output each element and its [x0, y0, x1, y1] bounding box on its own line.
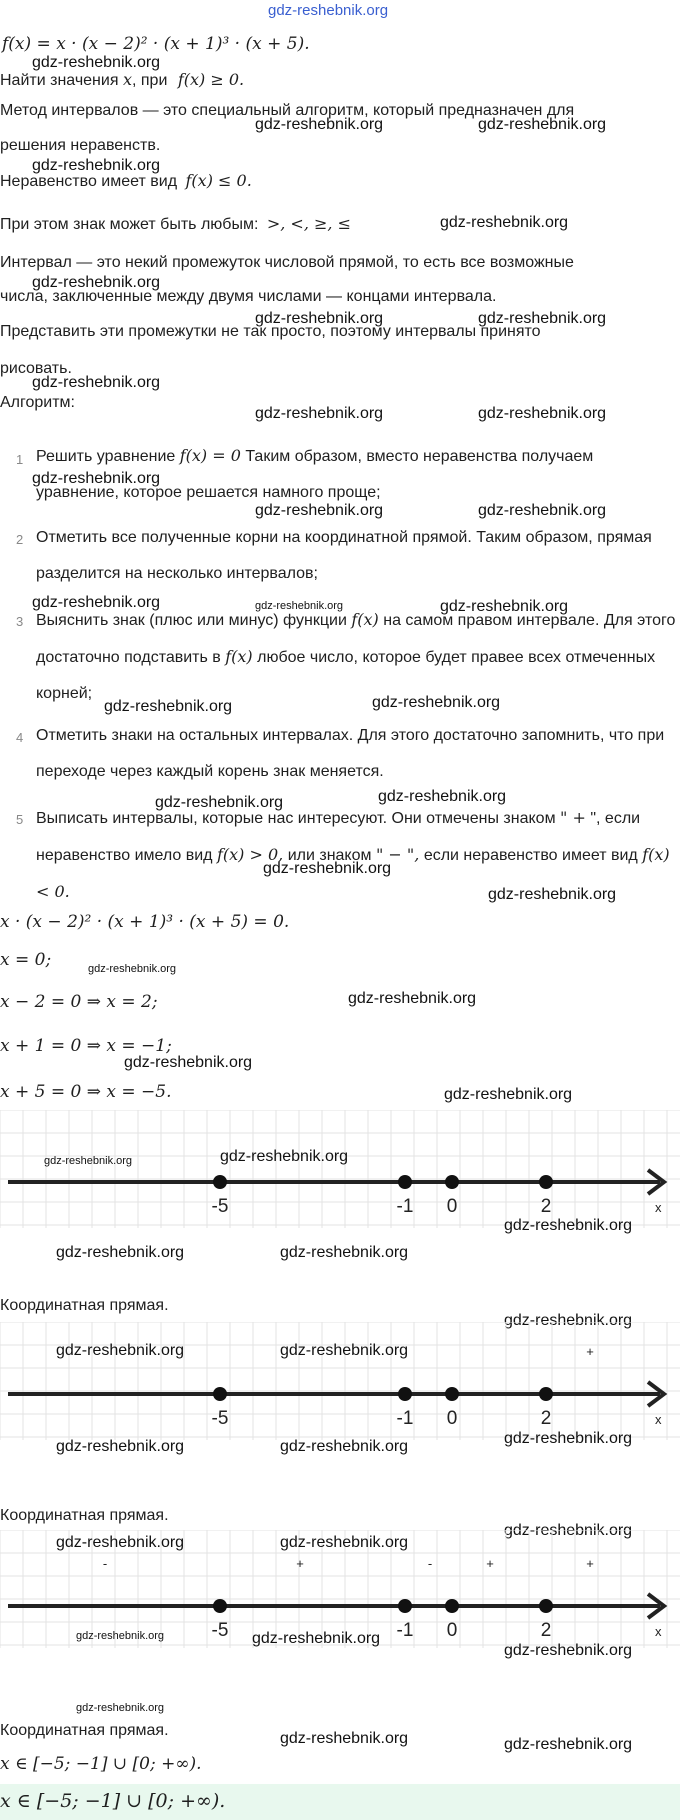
interval-sign: + — [486, 1556, 494, 1571]
root-line: x + 5 = 0 ⇒ x = −5. — [0, 1082, 172, 1102]
step-3-math-2: f(x) — [225, 647, 253, 666]
watermark: gdz-reshebnik.org — [280, 1730, 409, 1747]
watermark: gdz-reshebnik.org — [372, 694, 501, 711]
watermark: gdz-reshebnik.org — [155, 794, 284, 811]
watermark-top: gdz-reshebnik.org — [268, 2, 389, 19]
watermark: gdz-reshebnik.org — [32, 470, 161, 487]
watermark: gdz-reshebnik.org — [444, 1086, 573, 1103]
watermark: gdz-reshebnik.org — [280, 1534, 409, 1551]
root-point — [213, 1387, 227, 1401]
function-definition: f(x) = x · (x − 2)² · (x + 1)³ · (x + 5). — [2, 34, 310, 54]
watermark: gdz-reshebnik.org — [76, 1702, 165, 1714]
step-number: 1 — [16, 452, 24, 467]
root-point — [445, 1387, 459, 1401]
step-1-text: Решить уравнение — [36, 448, 176, 465]
watermark: gdz-reshebnik.org — [255, 600, 344, 612]
step-1-text-2: Таким образом, вместо неравенства получаем уравнение, которое решается намного проще; — [36, 448, 594, 501]
grid-lines — [0, 1110, 680, 1228]
number-line-2 — [0, 1322, 680, 1440]
axis-x-label: x — [655, 1624, 662, 1639]
tick-label: -1 — [396, 1620, 414, 1641]
algorithm-label: Алгоритм: — [0, 394, 75, 411]
tick-label: -1 — [396, 1196, 414, 1217]
root-line: x + 1 = 0 ⇒ x = −1; — [0, 1036, 172, 1056]
step-5-text: Выписать интервалы, которые нас интересуют. Они отмечены знаком — [36, 810, 556, 827]
watermark: gdz-reshebnik.org — [56, 1244, 185, 1261]
watermark: gdz-reshebnik.org — [440, 598, 569, 615]
method-line-2: решения неравенств. — [0, 137, 161, 154]
step-3-math: f(x) — [351, 610, 379, 629]
watermark: gdz-reshebnik.org — [478, 502, 607, 519]
watermark: gdz-reshebnik.org — [504, 1736, 633, 1753]
equation: x · (x − 2)² · (x + 1)³ · (x + 5) = 0. — [0, 912, 290, 932]
watermark: gdz-reshebnik.org — [255, 502, 384, 519]
watermark: gdz-reshebnik.org — [76, 1630, 165, 1642]
watermark: gdz-reshebnik.org — [504, 1522, 633, 1539]
watermark: gdz-reshebnik.org — [32, 54, 161, 71]
watermark: gdz-reshebnik.org — [504, 1642, 633, 1659]
root-point — [539, 1175, 553, 1189]
interval-line-2: числа, заключенные между двумя числами — концами интервала. — [0, 288, 497, 305]
root-point — [445, 1175, 459, 1189]
root-point — [398, 1599, 412, 1613]
step-number: 2 — [16, 532, 24, 547]
step-5-text-4: если неравенство имеет вид — [423, 847, 638, 864]
watermark: gdz-reshebnik.org — [478, 405, 607, 422]
answer-highlight — [0, 1784, 680, 1820]
inequality-form-line — [0, 171, 252, 191]
step-5-math-2: f(x) > 0, — [216, 845, 284, 864]
watermark: gdz-reshebnik.org — [255, 310, 384, 327]
watermark: gdz-reshebnik.org — [280, 1438, 409, 1455]
step-3-text-2: на самом правом интервале. Для этого достаточно подставить в — [36, 612, 676, 666]
grid-lines — [0, 1322, 680, 1440]
ineq-prefix: Неравенство имеет вид — [0, 173, 178, 190]
watermark: gdz-reshebnik.org — [504, 1430, 633, 1447]
interval-sign: + — [296, 1556, 304, 1571]
watermark: gdz-reshebnik.org — [504, 1312, 633, 1329]
answer-final: x ∈ [−5; −1] ∪ [0; +∞). — [0, 1790, 226, 1812]
task-inequality: f(x) ≥ 0. — [177, 70, 245, 89]
root-point — [398, 1175, 412, 1189]
step-5-math: " + — [560, 808, 586, 827]
root-point — [445, 1599, 459, 1613]
step-5-text-2: ", если неравенство имело вид — [36, 810, 641, 864]
tick-label: 2 — [540, 1620, 552, 1641]
root-line: x − 2 = 0 ⇒ x = 2; — [0, 992, 158, 1012]
root-line: x = 0; — [0, 950, 52, 970]
interval-sign: + — [586, 1556, 594, 1571]
step-5-math-4: f(x) < 0. — [36, 845, 670, 901]
tick-label: -5 — [211, 1196, 229, 1217]
root-point — [213, 1175, 227, 1189]
watermark: gdz-reshebnik.org — [263, 860, 392, 877]
tick-label: 2 — [540, 1408, 552, 1429]
interval-sign: + — [586, 1344, 594, 1359]
interval-sign: - — [427, 1556, 433, 1571]
watermark: gdz-reshebnik.org — [280, 1342, 409, 1359]
root-point — [539, 1599, 553, 1613]
step-2-text: Отметить все полученные корни на координатной прямой. Таким образом, прямая разделится на несколько интервалов; — [36, 529, 652, 582]
watermark: gdz-reshebnik.org — [252, 1630, 381, 1647]
watermark: gdz-reshebnik.org — [478, 116, 607, 133]
watermark: gdz-reshebnik.org — [104, 698, 233, 715]
step-number: 5 — [16, 812, 24, 827]
watermark: gdz-reshebnik.org — [32, 594, 161, 611]
watermark: gdz-reshebnik.org — [124, 1054, 253, 1071]
watermark: gdz-reshebnik.org — [478, 310, 607, 327]
tick-label: 0 — [446, 1196, 458, 1217]
step-2 — [36, 520, 676, 592]
watermark: gdz-reshebnik.org — [255, 405, 384, 422]
axis-x-label: x — [655, 1412, 662, 1427]
number-line-1 — [0, 1110, 680, 1228]
step-3-text-3: любое число, которое будет правее всех отмеченных корней; — [36, 649, 656, 702]
sign-prefix: При этом знак может быть любым: — [0, 216, 259, 233]
draw-line-2: рисовать. — [0, 360, 72, 377]
watermark: gdz-reshebnik.org — [255, 116, 384, 133]
step-5-math-3: " − ", — [375, 845, 420, 864]
step-number: 3 — [16, 614, 24, 629]
interval-line-1: Интервал — это некий промежуток числовой прямой, то есть все возможные — [0, 254, 574, 271]
number-line-caption: Координатная прямая. — [0, 1722, 169, 1739]
tick-label: -1 — [396, 1408, 414, 1429]
method-line-1: Метод интервалов — это специальный алгоритм, который предназначен для — [0, 102, 575, 119]
answer-line: x ∈ [−5; −1] ∪ [0; +∞). — [0, 1754, 202, 1774]
watermark: gdz-reshebnik.org — [56, 1438, 185, 1455]
root-point — [213, 1599, 227, 1613]
watermark: gdz-reshebnik.org — [378, 788, 507, 805]
draw-line-1: Представить эти промежутки не так просто, поэтому интервалы принято — [0, 323, 541, 340]
tick-label: 2 — [540, 1196, 552, 1217]
task-prefix: Найти значения — [0, 72, 119, 89]
step-5-text-3: или знаком — [287, 847, 372, 864]
watermark: gdz-reshebnik.org — [32, 274, 161, 291]
interval-sign: - — [102, 1556, 108, 1571]
sign-line — [0, 214, 351, 234]
watermark: gdz-reshebnik.org — [488, 886, 617, 903]
watermark: gdz-reshebnik.org — [348, 990, 477, 1007]
watermark: gdz-reshebnik.org — [280, 1244, 409, 1261]
step-1-math: f(x) = 0 — [179, 446, 241, 465]
watermark: gdz-reshebnik.org — [56, 1342, 185, 1359]
step-4-text: Отметить знаки на остальных интервалах. Для этого достаточно запомнить, что при переходе через каждый корень знак меняется. — [36, 727, 665, 780]
number-line-caption: Координатная прямая. — [0, 1297, 169, 1314]
watermark: gdz-reshebnik.org — [44, 1155, 133, 1167]
watermark: gdz-reshebnik.org — [504, 1217, 633, 1234]
tick-label: -5 — [211, 1408, 229, 1429]
tick-label: 0 — [446, 1620, 458, 1641]
tick-label: 0 — [446, 1408, 458, 1429]
watermark: gdz-reshebnik.org — [56, 1534, 185, 1551]
ineq-math: f(x) ≤ 0. — [185, 171, 252, 190]
number-line-caption: Координатная прямая. — [0, 1507, 169, 1524]
watermark: gdz-reshebnik.org — [88, 963, 177, 975]
task-mid: , при — [131, 72, 168, 89]
step-4 — [36, 718, 676, 790]
root-point — [539, 1387, 553, 1401]
task-var: x — [122, 70, 132, 89]
task-line — [0, 70, 244, 90]
watermark: gdz-reshebnik.org — [220, 1148, 349, 1165]
step-number: 4 — [16, 730, 24, 745]
root-point — [398, 1387, 412, 1401]
watermark: gdz-reshebnik.org — [440, 214, 569, 231]
watermark: gdz-reshebnik.org — [32, 157, 161, 174]
step-3-text: Выяснить знак (плюс или минус) функции — [36, 612, 347, 629]
watermark: gdz-reshebnik.org — [32, 374, 161, 391]
sign-math: >, <, ≥, ≤ — [266, 214, 351, 233]
step-3 — [36, 602, 676, 712]
tick-label: -5 — [211, 1620, 229, 1641]
axis-x-label: x — [655, 1200, 662, 1215]
